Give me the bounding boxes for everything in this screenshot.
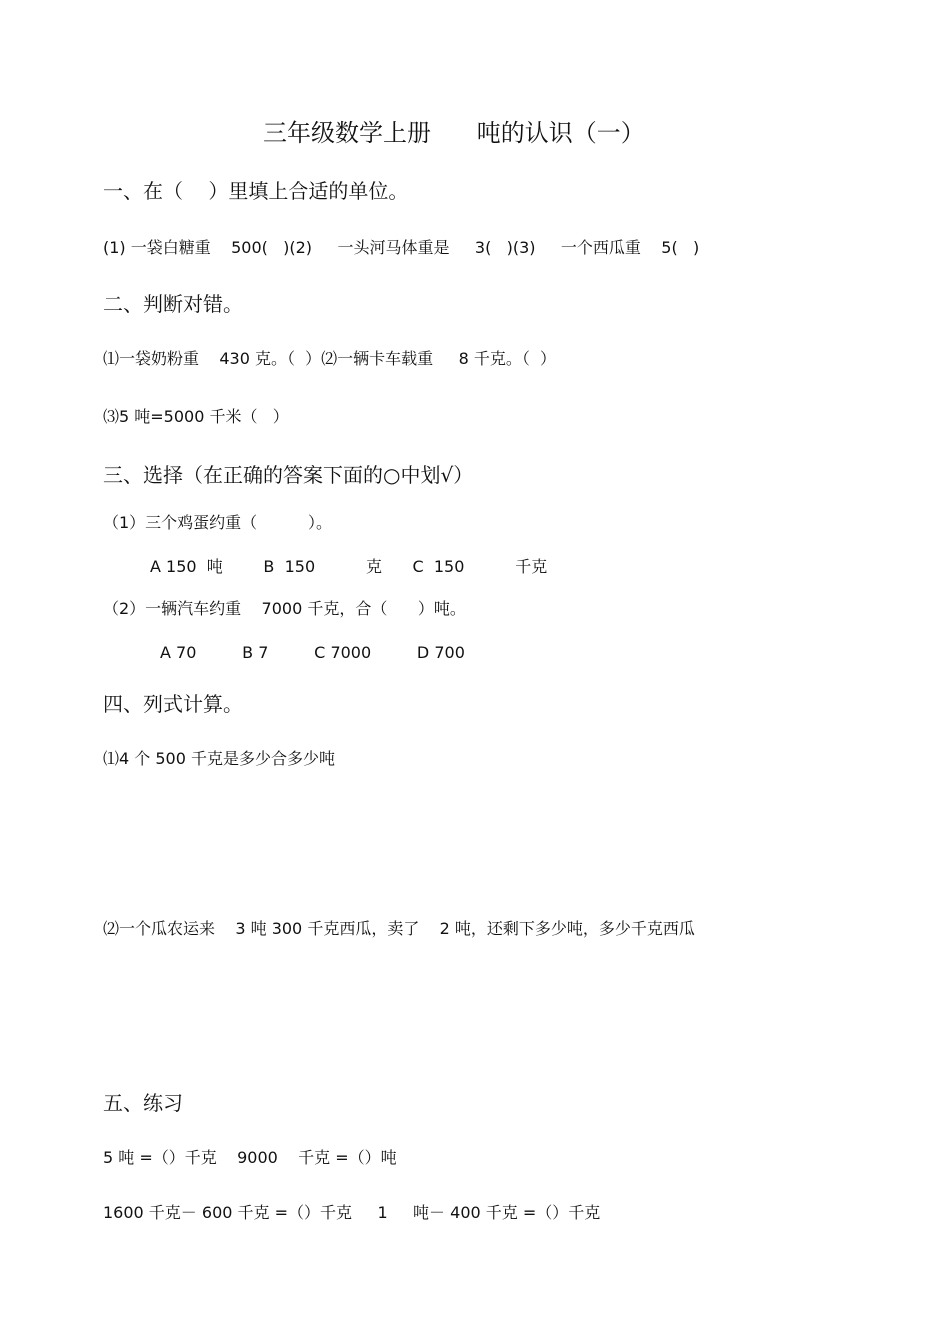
section-5-line-1: 5 吨 =（）千克 9000 千克 =（）吨	[103, 1148, 397, 1167]
section-2-line-1: ⑴一袋奶粉重 430 克。（ ）⑵一辆卡车载重 8 千克。（ ）	[103, 349, 557, 368]
section-5-line-2: 1600 千克－ 600 千克 =（）千克 1 吨－ 400 千克 =（）千克	[103, 1203, 601, 1222]
section-3-question-1: （1）三个鸡蛋约重（ ）。	[103, 513, 333, 532]
section-1-heading: 一、在（ ）里填上合适的单位。	[103, 179, 409, 203]
section-3-question-2-options: A 70 B 7 C 7000 D 700	[160, 643, 465, 662]
section-5-heading: 五、练习	[103, 1091, 183, 1115]
section-3-question-2: （2）一辆汽车约重 7000 千克，合（ ）吨。	[103, 599, 466, 618]
page-title: 三年级数学上册 吨的认识（一）	[263, 119, 645, 147]
section-4-question-1: ⑴4 个 500 千克是多少合多少吨	[103, 749, 335, 768]
section-2-line-2: ⑶5 吨=5000 千米（ ）	[103, 407, 289, 426]
section-3-question-1-options: A 150 吨 B 150 克 C 150 千克	[150, 557, 548, 576]
section-4-heading: 四、列式计算。	[103, 692, 243, 716]
section-4-question-2: ⑵一个瓜农运来 3 吨 300 千克西瓜，卖了 2 吨，还剩下多少吨，多少千克西瓜	[103, 919, 695, 938]
section-1-line-1: (1) 一袋白糖重 500( )(2) 一头河马体重是 3( )(3) 一个西瓜重 5( )	[103, 238, 700, 257]
section-3-heading: 三、选择（在正确的答案下面的○中划√）	[103, 463, 474, 487]
section-2-heading: 二、判断对错。	[103, 292, 243, 316]
